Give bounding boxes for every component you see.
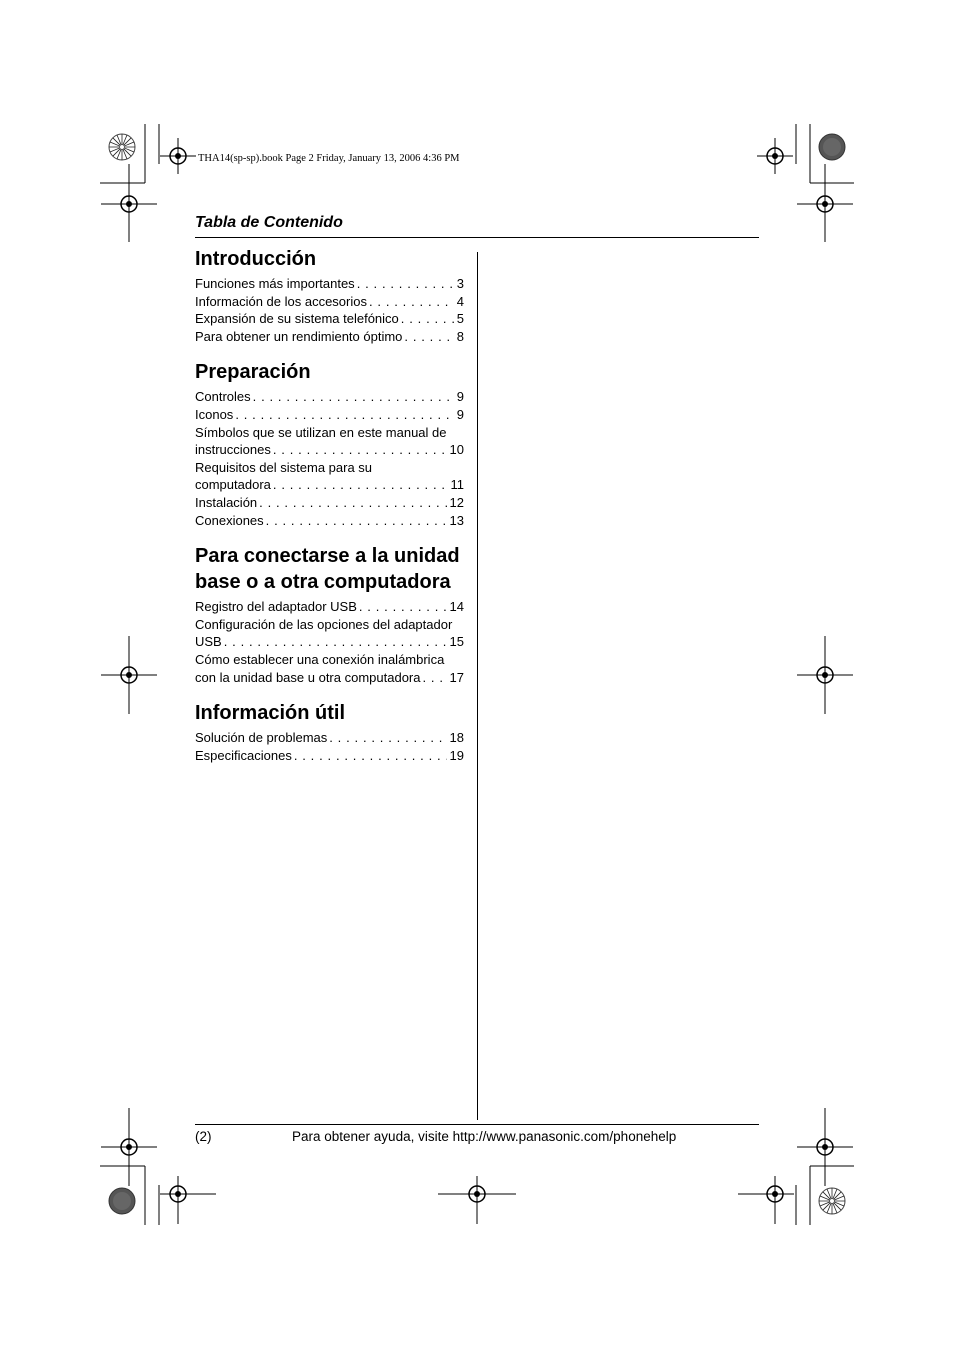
entry-page: 10 (449, 442, 464, 458)
entry-title: computadora (195, 477, 271, 493)
entry-title: Funciones más importantes (195, 276, 355, 291)
section-heading-line: base o a otra computadora (195, 571, 451, 594)
section-heading: Información útil (195, 702, 345, 725)
gray-target-icon (108, 1187, 136, 1215)
entry-page: 11 (450, 477, 464, 493)
entry-page: 8 (456, 328, 464, 344)
entry-title: Especificaciones (195, 747, 292, 763)
registration-target-icon (797, 164, 853, 242)
registration-target-icon (160, 138, 196, 174)
entry-title: Expansión de su sistema telefónico (195, 311, 399, 327)
entry-page: 5 (456, 311, 464, 327)
page-number: (2) (195, 1129, 212, 1144)
entry-page: 18 (449, 730, 464, 746)
entry-page: 13 (449, 512, 464, 528)
star-target-icon (108, 133, 136, 161)
entry-page: 9 (456, 389, 464, 405)
registration-target-icon (797, 636, 853, 714)
entry-title: Registro del adaptador USB (195, 599, 357, 615)
gray-target-icon (818, 133, 846, 161)
registration-target-icon (757, 138, 793, 174)
entry-title: Para obtener un rendimiento óptimo (195, 328, 403, 344)
registration-target-icon (101, 1108, 157, 1186)
registration-target-icon (797, 1108, 853, 1186)
entry-page: 14 (449, 599, 464, 615)
entry-title: con la unidad base u otra computadora (195, 669, 421, 685)
entry-title: Iconos (195, 406, 234, 422)
registration-target-icon (438, 1176, 516, 1224)
section-heading-line: Para conectarse a la unidad (195, 545, 460, 568)
page-title: Tabla de Contenido (195, 214, 343, 231)
entry-page: 12 (449, 494, 464, 510)
entry-title: Instalación (195, 494, 258, 510)
registration-target-icon (101, 636, 157, 714)
entry-page: 19 (449, 747, 464, 763)
entry-title-line1: Cómo establecer una conexión inalámbrica (195, 651, 445, 667)
registration-target-icon (101, 164, 157, 242)
entry-page: 17 (449, 669, 464, 685)
entry-page: 4 (456, 293, 464, 309)
entry-title-line1: Símbolos que se utilizan en este manual de (195, 424, 447, 440)
entry-title: Información de los accesorios (195, 293, 367, 309)
star-target-icon (818, 1187, 846, 1215)
section-heading: Introducción (195, 248, 317, 270)
entry-title: instrucciones (195, 442, 271, 458)
entry-title: USB (195, 634, 222, 650)
help-text: Para obtener ayuda, visite http://www.panasonic.com/phonehelp (292, 1129, 677, 1144)
entry-page: 15 (449, 634, 464, 650)
entry-title: Conexiones (195, 512, 264, 528)
entry-title: Solución de problemas (195, 730, 328, 746)
entry-page: 3 (456, 276, 464, 291)
entry-title-line1: Requisitos del sistema para su (195, 459, 373, 475)
registration-target-icon (738, 1176, 794, 1224)
entry-title: Controles (195, 389, 251, 405)
entry-title-line1: Configuración de las opciones del adaptador (195, 616, 453, 632)
section-heading: Preparación (195, 361, 311, 384)
print-header: THA14(sp-sp).book Page 2 Friday, January 13, 2006 4:36 PM (198, 153, 460, 164)
entry-page: 9 (456, 406, 464, 422)
registration-target-icon (160, 1176, 216, 1224)
